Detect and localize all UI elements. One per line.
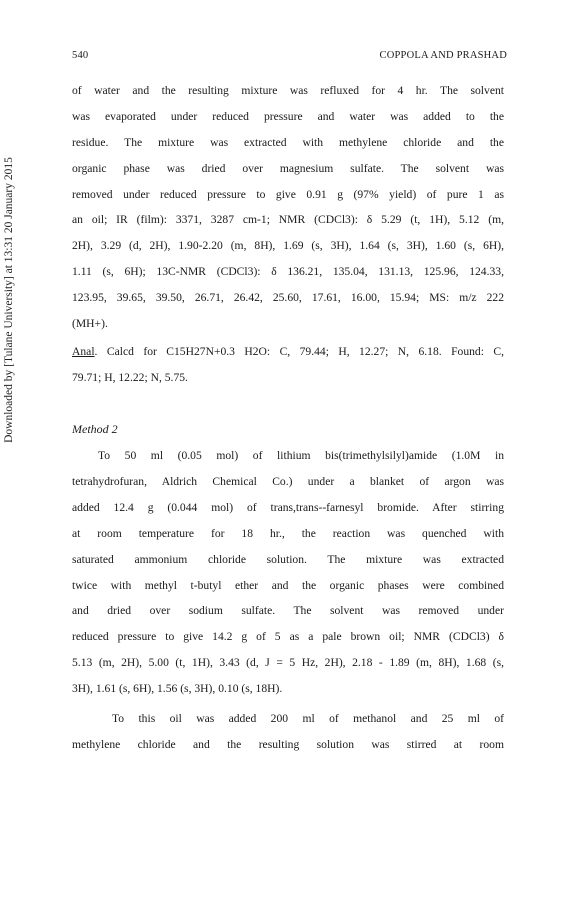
text-line: (MH+). xyxy=(72,317,108,330)
text-line: added 12.4 g (0.044 mol) of trans,trans--farnesyl bromide. After stirring xyxy=(72,501,504,514)
text-line: To 50 ml (0.05 mol) of lithium bis(trimethylsilyl)amide (1.0M in xyxy=(98,449,504,462)
text-line: methylene chloride and the resulting solution was stirred at room xyxy=(72,738,504,751)
text-line: organic phase was dried over magnesium sulfate. The solvent was xyxy=(72,162,504,175)
text-line: removed under reduced pressure to give 0.91 g (97% yield) of pure 1 as xyxy=(72,188,504,201)
text-line: 123.95, 39.65, 39.50, 26.71, 26.42, 25.60, 17.61, 16.00, 15.94; MS: m/z 222 xyxy=(72,291,504,304)
text-line: 3H), 1.61 (s, 6H), 1.56 (s, 3H), 0.10 (s, 18H). xyxy=(72,682,283,695)
text-line: 5.13 (m, 2H), 5.00 (t, 1H), 3.43 (d, J = 5 Hz, 2H), 2.18 - 1.89 (m, 8H), 1.68 (s, xyxy=(72,656,504,669)
text-line: and dried over sodium sulfate. The solvent was removed under xyxy=(72,604,504,617)
text-line: tetrahydrofuran, Aldrich Chemical Co.) under a blanket of argon was xyxy=(72,475,504,488)
text-line: 79.71; H, 12.22; N, 5.75. xyxy=(72,371,188,384)
download-watermark-text: Downloaded by [Tulane University] at 13:31 20 January 2015 xyxy=(3,157,15,443)
text-line: reduced pressure to give 14.2 g of 5 as a pale brown oil; NMR (CDCl3) δ xyxy=(72,630,504,643)
text-line: was evaporated under reduced pressure and water was added to the xyxy=(72,110,504,123)
page-number: 540 xyxy=(72,50,89,61)
analysis-text: . Calcd for C15H27N+0.3 H2O: C, 79.44; H, 12.27; N, 6.18. Found: C, xyxy=(94,345,504,358)
text-line: twice with methyl t-butyl ether and the organic phases were combined xyxy=(72,579,504,592)
running-head: COPPOLA AND PRASHAD xyxy=(379,50,507,61)
text-line: at room temperature for 18 hr., the reaction was quenched with xyxy=(72,527,504,540)
text-line: saturated ammonium chloride solution. The mixture was extracted xyxy=(72,553,504,566)
text-line: residue. The mixture was extracted with methylene chloride and the xyxy=(72,136,504,149)
text-line: of water and the resulting mixture was refluxed for 4 hr. The solvent xyxy=(72,84,504,97)
analysis-line xyxy=(72,341,504,363)
text-line: an oil; IR (film): 3371, 3287 cm-1; NMR (CDCl3): δ 5.29 (t, 1H), 5.12 (m, xyxy=(72,213,504,226)
section-heading: Method 2 xyxy=(72,422,118,436)
text-line: To this oil was added 200 ml of methanol and 25 ml of xyxy=(112,712,504,725)
analysis-label: Anal xyxy=(72,345,95,358)
text-line: 2H), 3.29 (d, 2H), 1.90-2.20 (m, 8H), 1.69 (s, 3H), 1.64 (s, 3H), 1.60 (s, 6H), xyxy=(72,239,504,252)
text-line: 1.11 (s, 6H); 13C-NMR (CDCl3): δ 136.21, 135.04, 131.13, 125.96, 124.33, xyxy=(72,265,504,278)
